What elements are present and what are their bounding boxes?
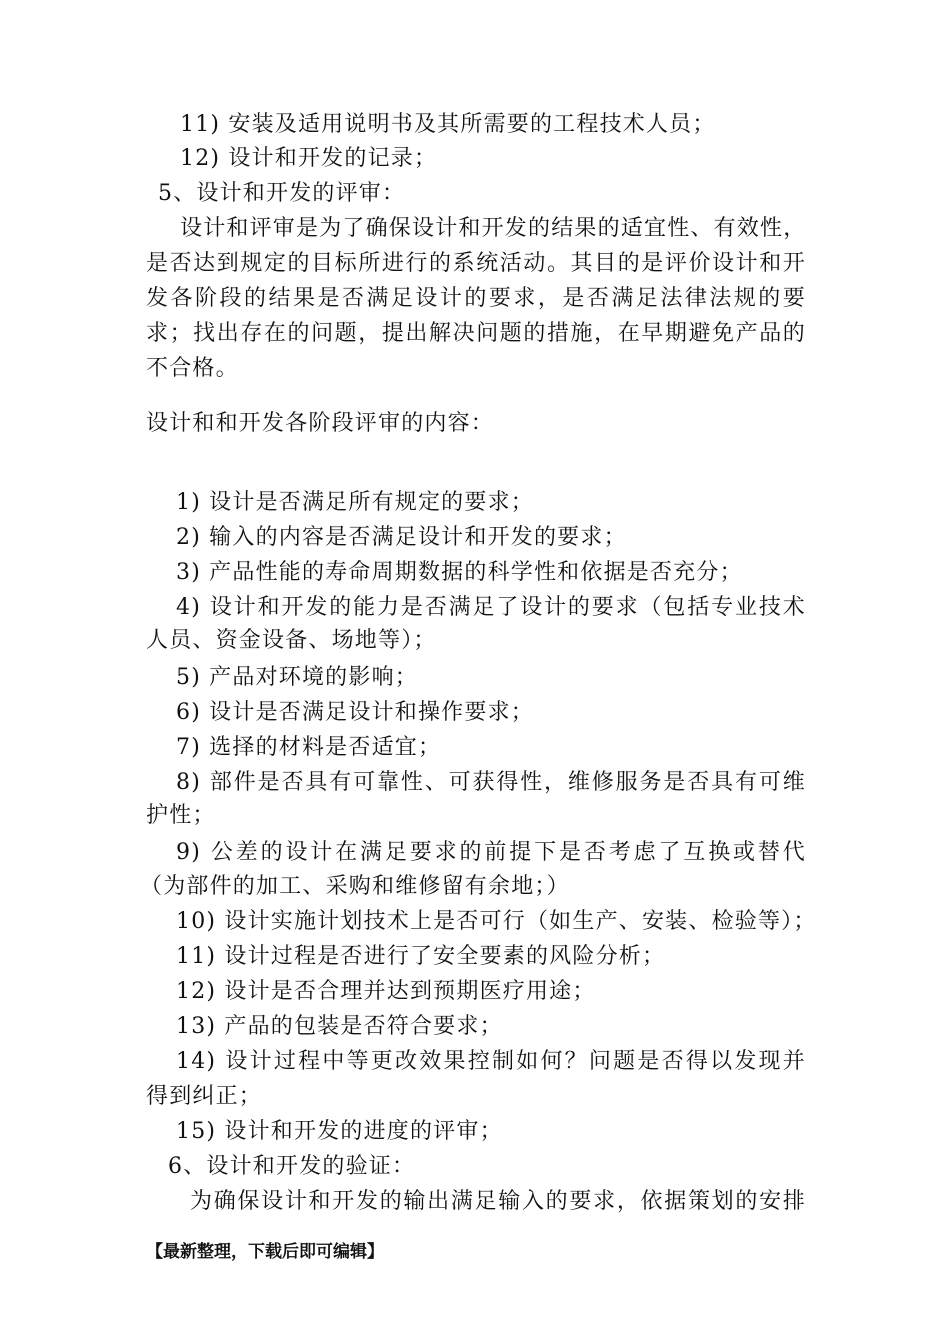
section-heading-6: 6、设计和开发的验证：: [168, 1154, 416, 1179]
list-item-3: 3) 产品性能的寿命周期数据的科学性和依据是否充分；: [176, 560, 743, 585]
list-item-4: 4) 设计和开发的能力是否满足了设计的要求（包括专业技术: [176, 595, 806, 620]
text-line-2: 12) 设计和开发的记录；: [180, 146, 438, 171]
list-item-1: 1) 设计是否满足所有规定的要求；: [176, 490, 534, 515]
paragraph-line-1: 设计和评审是为了确保设计和开发的结果的适宜性、有效性，: [180, 216, 807, 241]
list-item-13: 13) 产品的包装是否符合要求；: [176, 1014, 503, 1039]
section-heading-5: 5、设计和开发的评审：: [158, 181, 406, 206]
list-item-7: 7) 选择的材料是否适宜；: [176, 735, 442, 760]
footer-note: 【最新整理，下载后即可编辑】: [146, 1242, 384, 1262]
list-item-15: 15) 设计和开发的进度的评审；: [176, 1119, 503, 1144]
list-item-6: 6) 设计是否满足设计和操作要求；: [176, 700, 534, 725]
list-item-8-cont: 护性；: [146, 803, 216, 828]
list-item-2: 2) 输入的内容是否满足设计和开发的要求；: [176, 525, 627, 550]
list-item-14-cont: 得到纠正；: [146, 1084, 263, 1109]
list-item-10: 10) 设计实施计划技术上是否可行（如生产、安装、检验等）；: [176, 909, 817, 934]
list-item-12: 12) 设计是否合理并达到预期医疗用途；: [176, 979, 596, 1004]
list-item-9-cont: （为部件的加工、采购和维修留有余地；）: [140, 874, 570, 899]
list-item-8: 8) 部件是否具有可靠性、可获得性，维修服务是否具有可维: [176, 770, 806, 795]
list-item-9: 9) 公差的设计在满足要求的前提下是否考虑了互换或替代: [176, 840, 806, 865]
paragraph-line-4: 求；找出存在的问题，提出解决问题的措施，在早期避免产品的: [146, 321, 806, 346]
text-line-1: 11) 安装及适用说明书及其所需要的工程技术人员；: [180, 112, 716, 137]
list-item-11: 11) 设计过程是否进行了安全要素的风险分析；: [176, 944, 666, 969]
paragraph-line-5: 不合格。: [146, 356, 239, 381]
paragraph-verification-line-1: 为确保设计和开发的输出满足输入的要求，依据策划的安排: [190, 1189, 806, 1214]
list-item-5: 5) 产品对环境的影响；: [176, 665, 418, 690]
list-item-4-cont: 人员、资金设备、场地等）；: [146, 628, 437, 653]
paragraph-line-2: 是否达到规定的目标所进行的系统活动。其目的是评价设计和开: [146, 251, 806, 276]
subheading-review-contents: 设计和和开发各阶段评审的内容：: [146, 411, 495, 436]
list-item-14: 14) 设计过程中等更改效果控制如何？问题是否得以发现并: [176, 1049, 806, 1074]
paragraph-line-3: 发各阶段的结果是否满足设计的要求，是否满足法律法规的要: [146, 286, 806, 311]
